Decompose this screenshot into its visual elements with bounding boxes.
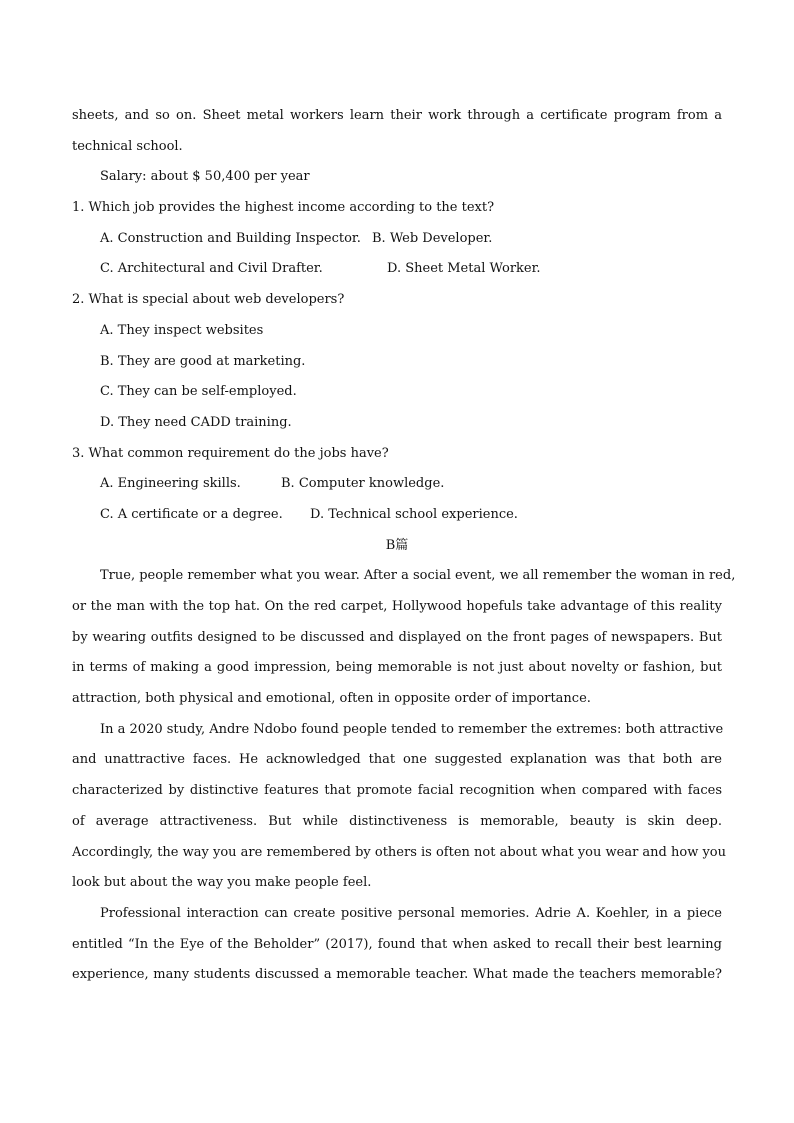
- question-stem: 3. What common requirement do the jobs have?: [72, 445, 389, 461]
- option-d: D. They need CADD training.: [100, 414, 292, 430]
- option-d: D. Technical school experience.: [310, 506, 518, 522]
- option-a: A. Engineering skills.: [100, 476, 241, 492]
- paragraph-line: by wearing outfits designed to be discussed and displayed on the front pages of newspapers. But: [72, 629, 722, 645]
- paragraph-line: experience, many students discussed a memorable teacher. What made the teachers memorable?: [72, 967, 722, 983]
- intro-line: sheets, and so on. Sheet metal workers learn their work through a certificate program from a: [72, 108, 722, 123]
- option-a: A. They inspect websites: [100, 322, 264, 338]
- paragraph: [72, 899, 722, 991]
- option-c: C. Architectural and Civil Drafter.: [100, 261, 323, 277]
- paragraph-line: characterized by distinctive features that promote facial recognition when compared with faces: [72, 783, 722, 799]
- option-b: B. They are good at marketing.: [100, 353, 306, 369]
- paragraph: [72, 561, 736, 714]
- paragraph-line: look but about the way you make people feel.: [72, 875, 372, 891]
- question-options-row: [72, 500, 722, 531]
- question-options-row: [72, 254, 722, 285]
- option-b: B. Web Developer.: [372, 230, 493, 246]
- paragraph-line: in terms of making a good impression, being memorable is not just about novelty or fashion, but: [72, 660, 722, 676]
- paragraph-line: In a 2020 study, Andre Ndobo found people tended to remember the extremes: both attractive: [100, 721, 724, 737]
- option-c: C. A certificate or a degree.: [100, 506, 283, 522]
- salary-line: Salary: about $ 50,400 per year: [100, 169, 310, 185]
- paragraph-line: and unattractive faces. He acknowledged that one suggested explanation was that both are: [72, 752, 722, 768]
- question-options-row: [72, 224, 722, 255]
- option-c: C. They can be self-employed.: [100, 384, 297, 400]
- document-page: [72, 101, 736, 991]
- question-options-row: [72, 469, 722, 500]
- section-heading: B篇: [385, 537, 409, 553]
- paragraph-line: of average attractiveness. But while distinctiveness is memorable, beauty is skin deep.: [72, 813, 722, 829]
- question-stem: 2. What is special about web developers?: [72, 292, 345, 308]
- paragraph-line: True, people remember what you wear. After a social event, we all remember the woman in red,: [100, 568, 736, 584]
- paragraph-line: Accordingly, the way you are remembered by others is often not about what you wear and how you: [72, 844, 726, 860]
- paragraph-line: attraction, both physical and emotional, often in opposite order of importance.: [72, 691, 591, 707]
- paragraph-line: Professional interaction can create positive personal memories. Adrie A. Koehler, in a piece: [100, 905, 722, 921]
- option-a: A. Construction and Building Inspector.: [100, 230, 361, 246]
- question-stem: 1. Which job provides the highest income according to the text?: [72, 200, 495, 216]
- intro-line: technical school.: [72, 138, 183, 154]
- paragraph: [72, 715, 726, 899]
- option-d: D. Sheet Metal Worker.: [387, 261, 541, 277]
- paragraph-line: or the man with the top hat. On the red carpet, Hollywood hopefuls take advantage of this reality: [72, 599, 722, 614]
- paragraph-line: entitled “In the Eye of the Beholder” (2017), found that when asked to recall their best learning: [72, 936, 722, 952]
- option-b: B. Computer knowledge.: [281, 476, 445, 492]
